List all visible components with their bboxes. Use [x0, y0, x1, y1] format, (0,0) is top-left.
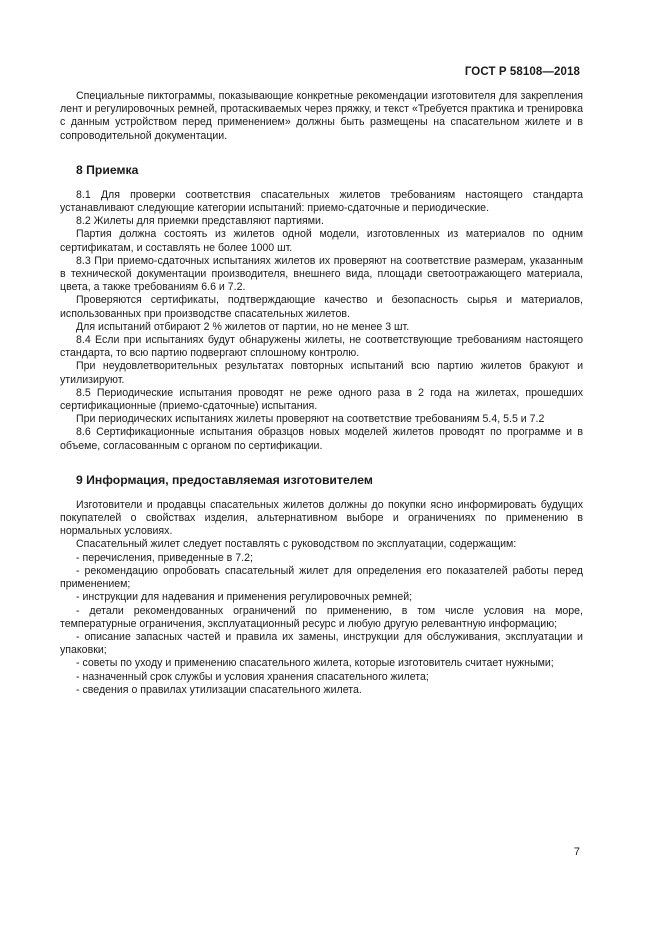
clause-8-1: 8.1 Для проверки соответствия спасательных жилетов требованиям настоящего стандарта устанавливают следующие категории испытаний: приемо-сдаточные и периодические.	[60, 188, 583, 215]
clause-8-6: 8.6 Сертификационные испытания образцов новых моделей жилетов проводят по программе и в объеме, согласованным с органом по сертификации.	[60, 426, 583, 452]
clause-8-2-batch: Партия должна состоять из жилетов одной модели, изготовленных из материалов по одним сертификатам, и составлять не более 1000 шт.	[60, 228, 583, 254]
clause-8-4-rejection: При неудовлетворительных результатах повторных испытаний всю партию жилетов бракуют и утилизируют.	[60, 360, 583, 386]
page-body	[60, 90, 583, 697]
list-item: - сведения о правилах утилизации спасательного жилета.	[60, 684, 583, 697]
clause-8-2: 8.2 Жилеты для приемки представляют партиями.	[76, 215, 324, 228]
section-9-title: 9 Информация, предоставляемая изготовителем	[76, 472, 373, 487]
section-9-paragraph-1: Изготовители и продавцы спасательных жилетов должны до покупки ясно информировать будущих покупателей о свойствах изделия, альтернативном выборе и ограничениях по применению в нормальных условиях.	[60, 498, 583, 538]
list-item: - инструкции для надевания и применения регулировочных ремней;	[60, 591, 583, 604]
section-8-title: 8 Приемка	[76, 162, 139, 177]
clause-8-5: 8.5 Периодические испытания проводят не реже одного раза в 2 года на жилетах, прошедших сертификационные (приемо-сдаточные) испытания.	[60, 386, 583, 413]
clause-8-3-sampling: Для испытаний отбирают 2 % жилетов от партии, но не менее 3 шт.	[76, 320, 410, 333]
list-item: - описание запасных частей и правила их замены, инструкции для обслуживания, эксплуатации и упаковки;	[60, 631, 583, 657]
section-9-paragraph-2: Спасательный жилет следует поставлять с руководством по эксплуатации, содержащим:	[76, 538, 517, 551]
list-item: - советы по уходу и применению спасательного жилета, которые изготовитель считает нужными;	[60, 657, 583, 670]
list-item: - назначенный срок службы и условия хранения спасательного жилета;	[60, 671, 583, 684]
clause-8-3: 8.3 При приемо-сдаточных испытаниях жилетов их проверяют на соответствие размерам, указанным в технической документации производителя, внешнего вида, площади светоотражающего материала, цвета, а также требованиям 6.6 и 7.2.	[60, 254, 583, 294]
list-item: - детали рекомендованных ограничений по применению, в том числе условия на море, температурные ограничения, эксплуатационный ресурс и любую другую релевантную информацию;	[60, 605, 583, 631]
clause-8-3-certificates: Проверяются сертификаты, подтверждающие качество и безопасность сырья и материалов, использованных при производстве спасательных жилетов.	[60, 294, 583, 320]
list-item: - рекомендацию опробовать спасательный жилет для определения его показателей работы перед применением;	[60, 565, 583, 591]
intro-paragraph: Специальные пиктограммы, показывающие конкретные рекомендации изготовителя для закрепления лент и регулировочных ремней, протаскиваемых через пряжку, и текст «Требуется практика и тренировка с данным устройством перед применением» должны быть размещены на спасательном жилете и в сопроводительной документации.	[60, 90, 583, 142]
clause-8-5-periodic: При периодических испытаниях жилеты проверяют на соответствие требованиям 5.4, 5.5 и 7.2	[76, 413, 545, 426]
list-item: - перечисления, приведенные в 7.2;	[60, 552, 583, 565]
page-number: 7	[573, 846, 580, 858]
clause-8-4: 8.4 Если при испытаниях будут обнаружены жилеты, не соответствующие требованиям настоящего стандарта, то всю партию подвергают сплошному контролю.	[60, 334, 583, 360]
standard-designation: ГОСТ Р 58108—2018	[464, 66, 580, 78]
